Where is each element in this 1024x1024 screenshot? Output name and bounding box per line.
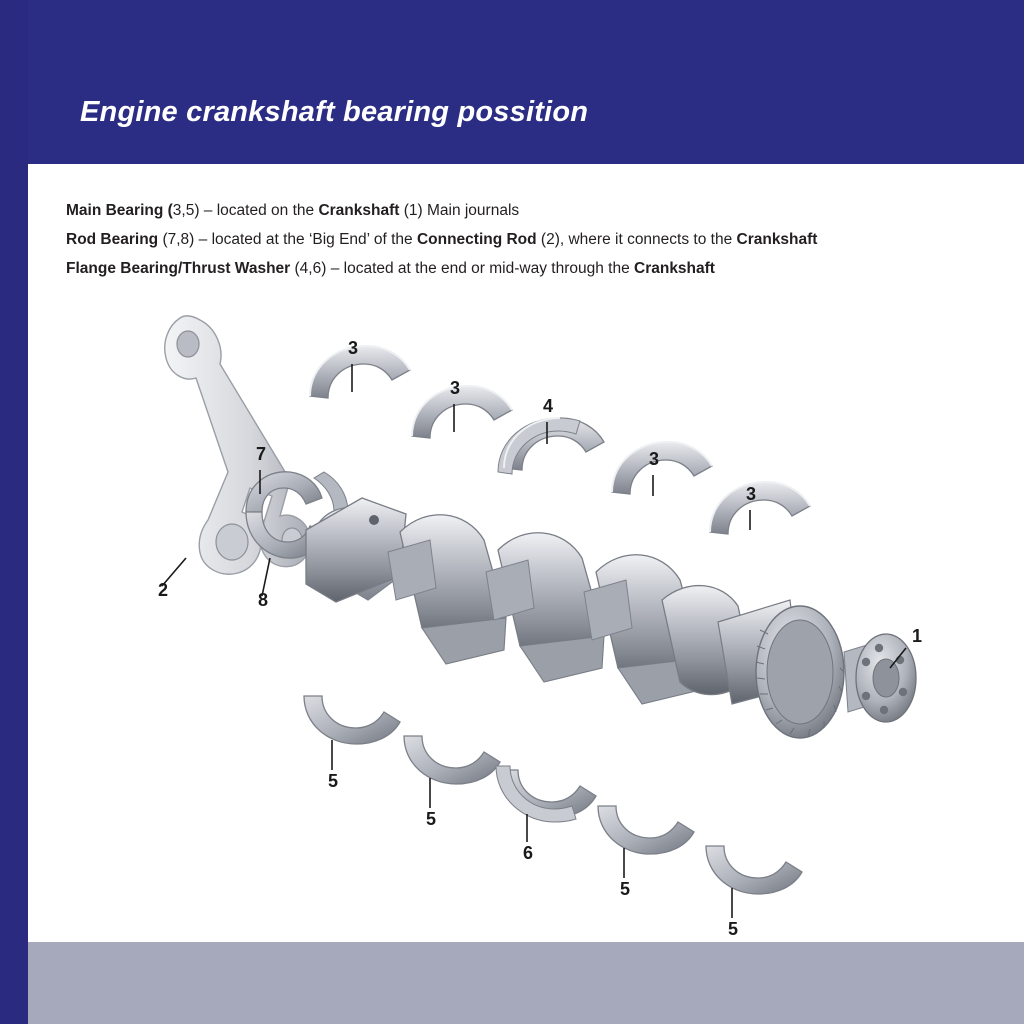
description-line-2: Rod Bearing (7,8) – located at the ‘Big End’ of the Connecting Rod (2), where it connects to the Crankshaft — [66, 231, 818, 248]
callout-2: 2 — [158, 580, 169, 600]
description-line-1: Main Bearing (3,5) – located on the Crankshaft (1) Main journals — [66, 202, 520, 219]
part-crankshaft — [306, 498, 916, 738]
callout-3a: 3 — [348, 338, 359, 358]
part-main-bearing-upper-3 — [612, 442, 712, 494]
callout-5c: 5 — [620, 879, 631, 899]
callout-3b: 3 — [450, 378, 461, 398]
callout-3d: 3 — [746, 484, 757, 504]
description-block — [66, 196, 996, 283]
part-main-bearing-upper-1 — [310, 346, 410, 398]
callout-8: 8 — [258, 590, 269, 610]
callout-3c: 3 — [649, 449, 660, 469]
part-flange-bearing-lower — [496, 766, 596, 822]
page-header — [0, 0, 1024, 164]
page-title: Engine crankshaft bearing possition — [80, 96, 589, 128]
callout-4: 4 — [543, 396, 554, 416]
left-accent-bar — [0, 0, 28, 1024]
callout-1: 1 — [912, 626, 923, 646]
description-line-3: Flange Bearing/Thrust Washer (4,6) – located at the end or mid-way through the Crankshaft — [66, 260, 715, 277]
page-footer — [0, 942, 1024, 1024]
part-connecting-rod — [165, 316, 310, 574]
exploded-crankshaft-diagram — [100, 300, 960, 940]
part-main-bearing-upper-2 — [412, 386, 512, 438]
part-main-bearing-lower-4 — [706, 846, 802, 894]
part-flange-bearing-upper — [498, 418, 604, 474]
callout-5a: 5 — [328, 771, 339, 791]
part-main-bearing-lower-2 — [404, 736, 500, 784]
callout-5b: 5 — [426, 809, 437, 829]
callout-7: 7 — [256, 444, 267, 464]
part-main-bearing-lower-3 — [598, 806, 694, 854]
callout-6: 6 — [523, 843, 534, 863]
part-main-bearing-lower-1 — [304, 696, 400, 744]
callout-5d: 5 — [728, 919, 739, 939]
part-main-bearing-upper-4 — [710, 482, 810, 534]
